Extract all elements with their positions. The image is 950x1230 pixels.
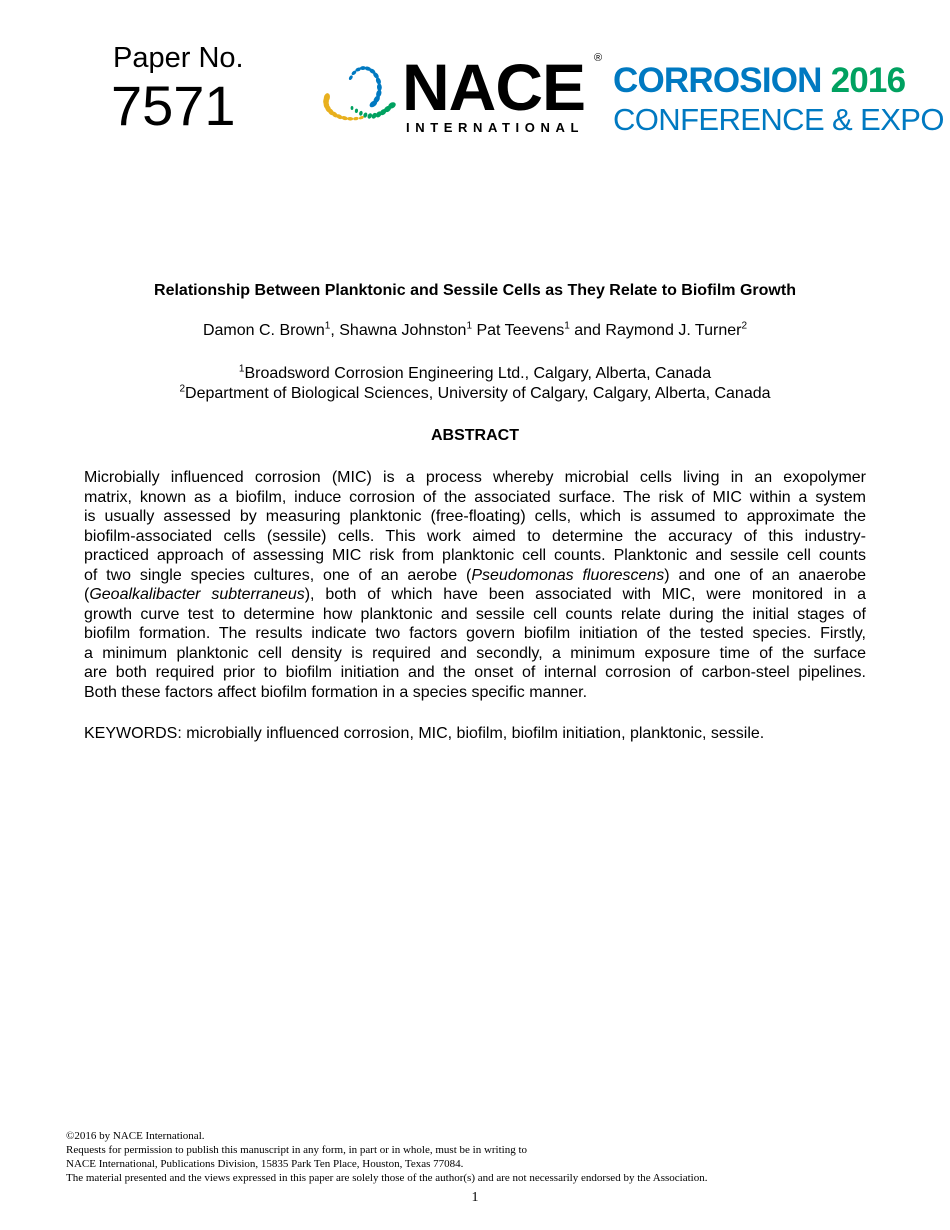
logo-dot — [348, 75, 353, 81]
text-segment: ), both of which have been associated with MIC, were monitored in a — [304, 586, 866, 603]
footer-line: NACE International, Publications Division, 15835 Park Ten Place, Houston, Texas 77084. — [66, 1158, 464, 1170]
abstract-line — [84, 566, 866, 586]
author-affiliation-mark: 2 — [741, 320, 748, 332]
abstract-line: growth curve test to determine how planktonic and sessile cell counts relate during the initial stages of — [84, 605, 866, 623]
logo-dot — [355, 108, 359, 113]
abstract-line: Both these factors affect biofilm formation in a species specific manner. — [84, 683, 588, 701]
abstract-line: a minimum planktonic cell density is required and secondly, a minimum exposure time of the surface — [84, 644, 866, 662]
abstract-heading: ABSTRACT — [431, 427, 519, 444]
abstract-line — [84, 585, 866, 605]
author-separator: , — [330, 322, 340, 339]
affiliation-mark: 1 — [238, 363, 245, 375]
logo-dot — [351, 106, 354, 110]
paper-number: 7571 — [111, 74, 236, 137]
logo-dot — [353, 117, 359, 121]
abstract-line: are both required prior to biofilm initiation and the onset of internal corrosion of carbon-steel pipelines. — [84, 664, 866, 681]
affiliation-text: Broadsword Corrosion Engineering Ltd., Calgary, Alberta, Canada — [244, 365, 712, 382]
conference-expo-text: CONFERENCE & EXPO — [613, 102, 944, 137]
affiliation — [0, 365, 950, 383]
author-separator: and — [569, 322, 606, 339]
species-name: Geoalkalibacter subterraneus — [89, 586, 305, 603]
affiliation-mark: 2 — [179, 383, 186, 395]
copyright-footer — [66, 1129, 707, 1185]
footer-line: The material presented and the views expressed in this paper are solely those of the author(s) and are not necessarily endorsed by the Association. — [66, 1172, 708, 1184]
author-name: Damon C. Brown — [202, 322, 325, 339]
logo-dot — [347, 117, 353, 121]
page-number: 1 — [471, 1190, 479, 1205]
footer-line: ©2016 by NACE International. — [66, 1130, 205, 1142]
nace-international-text: INTERNATIONAL — [406, 120, 584, 135]
author-affiliation-mark: 1 — [324, 320, 331, 332]
text-segment: ) and one of an anaerobe — [664, 566, 866, 584]
abstract-line: is usually assessed by measuring planktonic (free-floating) cells, which is assumed to approximate the — [84, 508, 866, 525]
nace-logo-text: NACE — [402, 50, 586, 124]
author-affiliation-mark: 1 — [466, 320, 473, 332]
author-name: Pat Teevens — [476, 322, 565, 339]
registered-mark: ® — [594, 52, 603, 64]
abstract-line: Microbially influenced corrosion (MIC) is a process whereby microbial cells living in an exopolymer — [84, 469, 866, 486]
author-affiliation-mark: 1 — [564, 320, 570, 332]
keywords: KEYWORDS: microbially influenced corrosion, MIC, biofilm, biofilm initiation, planktonic, sessile. — [84, 725, 765, 742]
author-name: Raymond J. Turner — [605, 322, 742, 339]
event-year: 2016 — [830, 61, 906, 100]
species-name: Pseudomonas fluorescens — [471, 566, 665, 584]
abstract-body — [84, 468, 866, 702]
nace-swirl-logo-icon — [322, 62, 402, 134]
abstract-line: biofilm formation. The results indicate two factors govern biofilm initiation of the tested species. Firstly, — [84, 625, 866, 642]
paper-title: Relationship Between Planktonic and Sessile Cells as They Relate to Biofilm Growth — [154, 282, 796, 299]
author-list — [0, 322, 950, 340]
event-word: CORROSION — [613, 61, 822, 100]
affiliation — [0, 385, 950, 403]
abstract-line: biofilm-associated cells (sessile) cells. This work aimed to determine the accuracy of this industry- — [84, 527, 866, 545]
text-segment: ( — [84, 586, 90, 603]
abstract-line: practiced approach of assessing MIC risk from planktonic cell counts. Planktonic and sessile cell counts — [84, 547, 866, 564]
paper-number-label: Paper No. — [113, 42, 244, 74]
footer-line: Requests for permission to publish this manuscript in any form, in part or in whole, must be in writing to — [66, 1144, 528, 1156]
logo-dot — [359, 111, 364, 117]
abstract-line: matrix, known as a biofilm, induce corrosion of the associated surface. The risk of MIC within a system — [84, 488, 866, 506]
corrosion-2016-logo — [613, 63, 905, 99]
text-segment: of two single species cultures, one of an aerobe ( — [84, 566, 472, 584]
affiliation-text: Department of Biological Sciences, University of Calgary, Calgary, Alberta, Canada — [185, 385, 771, 402]
author-name: Shawna Johnston — [339, 322, 467, 339]
